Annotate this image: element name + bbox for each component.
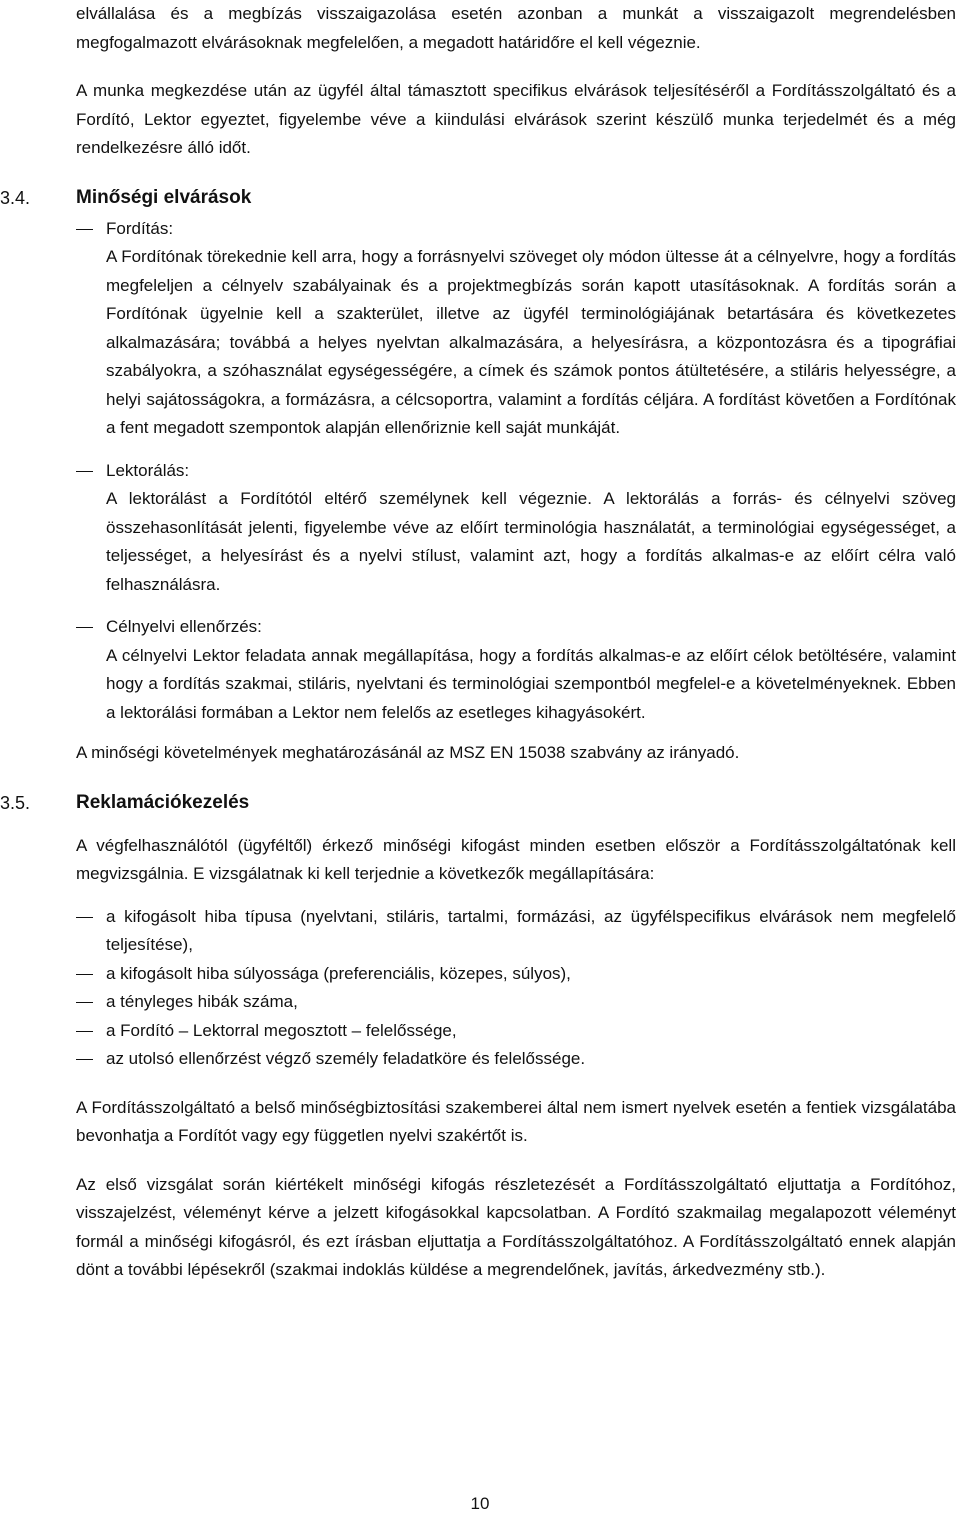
complaint-paragraph-3: Az első vizsgálat során kiértékelt minőségi kifogás részletezését a Fordításszolgáltató eljuttatja a Fordítóhoz, visszajelzést, véleményt kérve a jelzett kifogásokkal kapcsolatban. A Fordító szakmailag megalapozott véleményt formál a minőségi kifogásról, és ezt írásban eljuttatja a Fordításszolgáltatóhoz. A Fordításszolgáltató ennek alapján dönt a további lépésekről (szakmai indoklás küldése a megrendelőnek, javítás, árkedvezmény stb.).: [76, 1174, 956, 1279]
item-label: Lektorálás:: [106, 460, 190, 480]
list-item: [76, 903, 956, 960]
item-label: Fordítás:: [106, 218, 174, 238]
item-text: A célnyelvi Lektor feladata annak megállapítása, hogy a fordítás alkalmas-e az előírt célok betöltésére, valamint hogy a fordítás szakmai, stiláris, nyelvtani és terminológiai szempontból megfelel-e a követelményeknek. Ebben a lektorálási formában a Lektor nem felelős az esetleges kihagyásokért.: [106, 645, 956, 722]
item-text: A Fordítónak törekednie kell arra, hogy a forrásnyelvi szöveget oly módon ültesse át a célnyelvre, hogy a fordítás megfeleljen a célnyelv szabályainak és a projektmegbízás során kapott utasításoknak. A fordítás során a Fordítónak ügyelnie kell a szakterület, illetve az ügyfél terminológiájának betartására és következetes alkalmazására; továbbá a helyes nyelvtan alkalmazására, a helyesírásra, a központozásra és a tipográfiai szabályokra, a szóhasználat egységességére, a címek és számok pontos átültetésére, a stiláris helyességre, a helyi sajátosságokra, a formázásra, a célcsoportra, valamint a fordítás céljára. A fordítást követően a Fordítónak a fent megadott szempontok alapján ellenőriznie kell saját munkáját.: [106, 247, 956, 437]
dash-bullet-icon: [76, 229, 93, 230]
quality-item-target-check: [76, 613, 956, 727]
complaint-paragraph-2: A Fordításszolgáltató a belső minőségbiztosítási szakemberei által nem ismert nyelvek esetén a fentiek vizsgálatába bevonhatja a Fordítót vagy egy független nyelvi szakértőt is.: [76, 1097, 956, 1145]
quality-closing-paragraph: A minőségi követelmények meghatározásánál az MSZ EN 15038 szabvány az irányadó.: [76, 743, 740, 762]
list-item: [76, 1045, 956, 1074]
list-item: [76, 1017, 956, 1046]
quality-item-translation: [76, 215, 956, 443]
complaint-paragraph-1: A végfelhasználótól (ügyféltől) érkező minőségi kifogást minden esetben először a Fordításszolgáltatónak kell megvizsgálnia. E vizsgálatnak ki kell terjednie a következők megállapítására:: [76, 835, 956, 883]
list-item-text: a kifogásolt hiba súlyossága (preferenciális, közepes, súlyos),: [106, 963, 571, 983]
dash-bullet-icon: [76, 917, 93, 918]
item-label: Célnyelvi ellenőrzés:: [106, 617, 262, 636]
section-title: Minőségi elvárások: [76, 186, 252, 208]
complaint-check-list: [76, 903, 956, 1074]
section-3-4-heading: [0, 181, 956, 215]
section-3-5-heading: [0, 786, 956, 820]
intro-paragraph-2: A munka megkezdése után az ügyfél által támasztott specifikus elvárások teljesítéséről a Fordításszolgáltató és a Fordító, Lektor egyeztet, figyelembe véve a kiindulási elvárások szerint készülő munka terjedelmét és a még rendelkezésre álló időt.: [76, 81, 956, 157]
dash-bullet-icon: [76, 974, 93, 975]
list-item-text: az utolsó ellenőrzést végző személy feladatköre és felelőssége.: [106, 1049, 586, 1068]
item-text: A lektorálást a Fordítótól eltérő személynek kell végeznie. A lektorálás a forrás- és célnyelvi szöveg összehasonlítását jelenti, figyelembe véve az előírt terminológia használatát, a terminológiai egységességet, a teljességet, a helyesírást és a nyelvi stílust, valamint azt, hogy a fordítás alkalmas-e az előírt célra való felhasználásra.: [106, 489, 956, 594]
list-item: [76, 988, 956, 1017]
list-item-text: a tényleges hibák száma,: [106, 992, 298, 1011]
dash-bullet-icon: [76, 627, 93, 628]
section-title: Reklamációkezelés: [76, 791, 250, 813]
dash-bullet-icon: [76, 1059, 93, 1060]
intro-paragraph-1: elvállalása és a megbízás visszaigazolása esetén azonban a munkát a visszaigazolt megrendelésben megfogalmazott elvárásoknak megfelelően, a megadott határidőre el kell végeznie.: [76, 4, 956, 52]
dash-bullet-icon: [76, 471, 93, 472]
list-item-text: a kifogásolt hiba típusa (nyelvtani, stiláris, tartalmi, formázási, az ügyfélspecifikus elvárások nem megfelelő teljesítése),: [106, 906, 956, 954]
list-item: [76, 960, 956, 989]
dash-bullet-icon: [76, 1002, 93, 1003]
quality-item-proofreading: [76, 457, 956, 600]
section-number: 3.4.: [0, 187, 31, 208]
dash-bullet-icon: [76, 1031, 93, 1032]
page-number: 10: [470, 1494, 490, 1513]
list-item-text: a Fordító – Lektorral megosztott – felelőssége,: [106, 1020, 457, 1040]
section-number: 3.5.: [0, 792, 31, 813]
